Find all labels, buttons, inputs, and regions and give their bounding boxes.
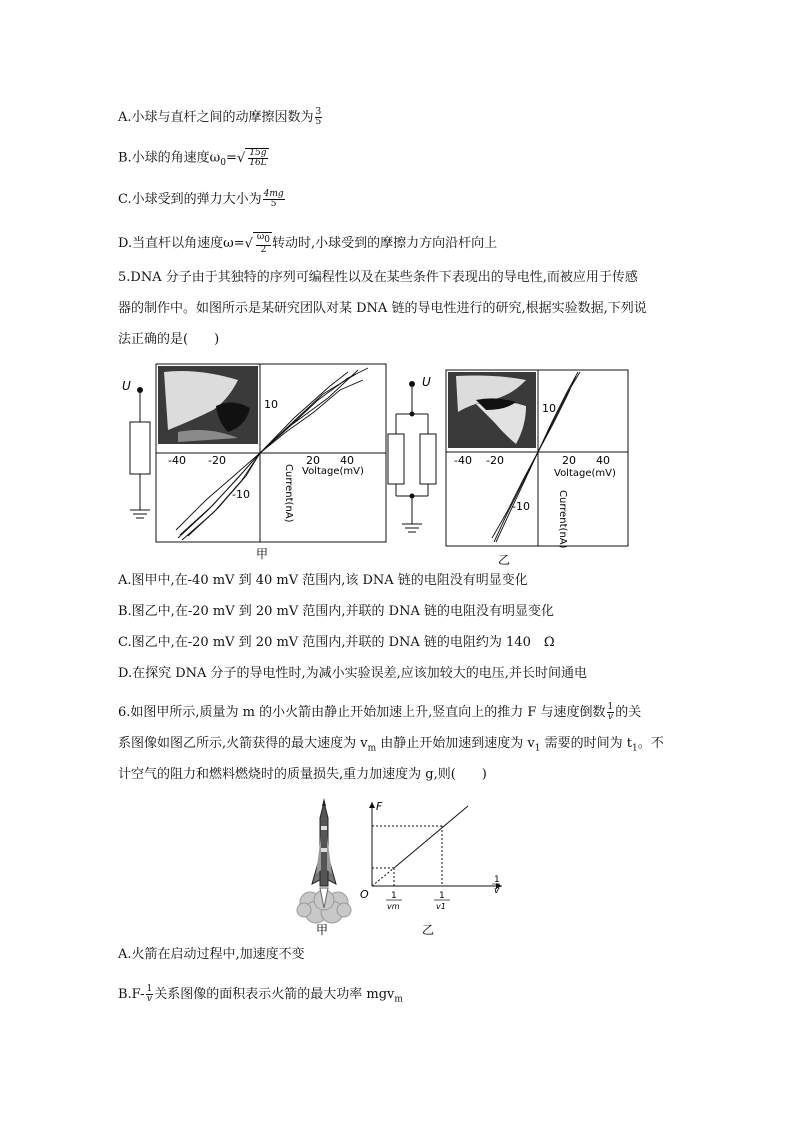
svg-text:-20: -20 [208, 454, 226, 467]
svg-text:20: 20 [306, 454, 320, 467]
q4-option-c: C.小球受到的弹力大小为 $\frac{4mg}{5}$ [118, 189, 284, 209]
q5-option-d: D.在探究 DNA 分子的导电性时,为减小实验误差,应该加较大的电压,并长时间通电 [118, 666, 587, 681]
sqrt: √ $\frac{\omega_0}{2}$ [244, 232, 270, 255]
caption-yi: 乙 [422, 923, 435, 937]
svg-text:-40: -40 [454, 454, 472, 467]
figure-jia [118, 360, 390, 565]
q6-stem-line1: 6.如图甲所示,质量为 m 的小火箭由静止开始加速上升,竖直向上的推力 F 与速度倒数 $\frac{1}{v}$ 的关 [118, 702, 642, 722]
svg-text:v1: v1 [436, 902, 446, 911]
caption-jia: 甲 [316, 923, 329, 937]
rocket-figure [290, 796, 360, 938]
f-line [394, 806, 468, 868]
figure-yi [376, 366, 632, 570]
q4-option-d: D.当直杆以角速度ω=√ $\frac{\omega_0}{2}$ 转动时,小球受到的摩擦力方向沿杆向上 [118, 232, 498, 255]
q5-option-a: A.图甲中,在-40 mV 到 40 mV 范围内,该 DNA 链的电阻没有明显变化 [118, 573, 528, 588]
svg-text:Voltage(mV): Voltage(mV) [302, 466, 364, 477]
resistor [388, 434, 404, 484]
q5-stem-line1: 5.DNA 分子由于其独特的序列可编程性以及在某些条件下表现出的导电性,而被应用于传感 [118, 270, 638, 285]
source-label: U [422, 375, 431, 389]
svg-text:-40: -40 [168, 454, 186, 467]
resistor [420, 434, 436, 484]
svg-text:O: O [360, 888, 369, 901]
exhaust-cloud-icon [297, 888, 351, 923]
svg-text:1: 1 [439, 891, 445, 901]
svg-text:v: v [494, 886, 500, 896]
q6-option-b: B.F- $\frac{1}{v}$ 关系图像的面积表示火箭的最大功率 mgv$_m$ [118, 984, 403, 1005]
caption-yi: 乙 [498, 553, 511, 567]
ground-icon [402, 524, 422, 532]
q6-option-a: A.火箭在启动过程中,加速度不变 [118, 947, 305, 962]
q4-option-b: B.小球的角速度$\omega_0=√$ $\frac{15g}{16L}$ [118, 148, 267, 169]
q5-option-c: C.图乙中,在-20 mV 到 20 mV 范围内,并联的 DNA 链的电阻约为 140 Ω [118, 635, 555, 650]
q6-stem-line2: 系图像如图乙所示,火箭获得的最大速度为 $v_m$ 由静止开始加速到速度为 $v_1$ 需要的时间为 $t_1$。不 [118, 736, 664, 754]
svg-text:1: 1 [494, 875, 500, 885]
sqrt: √ $\frac{15g}{16L}$ [236, 148, 267, 168]
q5-option-b: B.图乙中,在-20 mV 到 20 mV 范围内,并联的 DNA 链的电阻没有明显变化 [118, 604, 554, 619]
caption-jia: 甲 [256, 547, 269, 561]
ground-icon [130, 510, 150, 518]
q4-option-a: A.小球与直杆之间的动摩擦因数为 $\frac{3}{5}$ [118, 107, 322, 127]
microscopy-inset [448, 372, 536, 448]
fraction: $\frac{4mg}{5}$ [263, 189, 284, 209]
svg-text:10: 10 [264, 398, 278, 411]
svg-text:F: F [376, 800, 383, 813]
svg-text:Voltage(mV): Voltage(mV) [554, 468, 616, 479]
svg-text:40: 40 [340, 454, 354, 467]
svg-text:-10: -10 [512, 500, 530, 513]
rocket-icon [312, 798, 336, 886]
svg-text:10: 10 [542, 402, 556, 415]
q5-stem-line2: 器的制作中。如图所示是某研究团队对某 DNA 链的导电性进行的研究,根据实验数据,下列说 [118, 301, 647, 316]
svg-text:Current(nA): Current(nA) [283, 464, 294, 523]
q6-stem-line3: 计空气的阻力和燃料燃烧时的质量损失,重力加速度为 g,则( ) [118, 767, 487, 782]
source-label: U [122, 379, 131, 393]
svg-text:-20: -20 [486, 454, 504, 467]
svg-text:1: 1 [391, 891, 397, 901]
resistor [130, 422, 150, 474]
svg-text:vm: vm [387, 902, 400, 911]
fraction: $\frac{3}{5}$ [315, 107, 322, 127]
svg-text:40: 40 [596, 454, 610, 467]
microscopy-inset [158, 366, 258, 444]
svg-text:20: 20 [562, 454, 576, 467]
svg-text:Current(nA): Current(nA) [557, 490, 568, 549]
f-v-graph [360, 798, 510, 940]
q5-stem-line3: 法正确的是( ) [118, 332, 220, 347]
svg-text:-10: -10 [232, 488, 250, 501]
